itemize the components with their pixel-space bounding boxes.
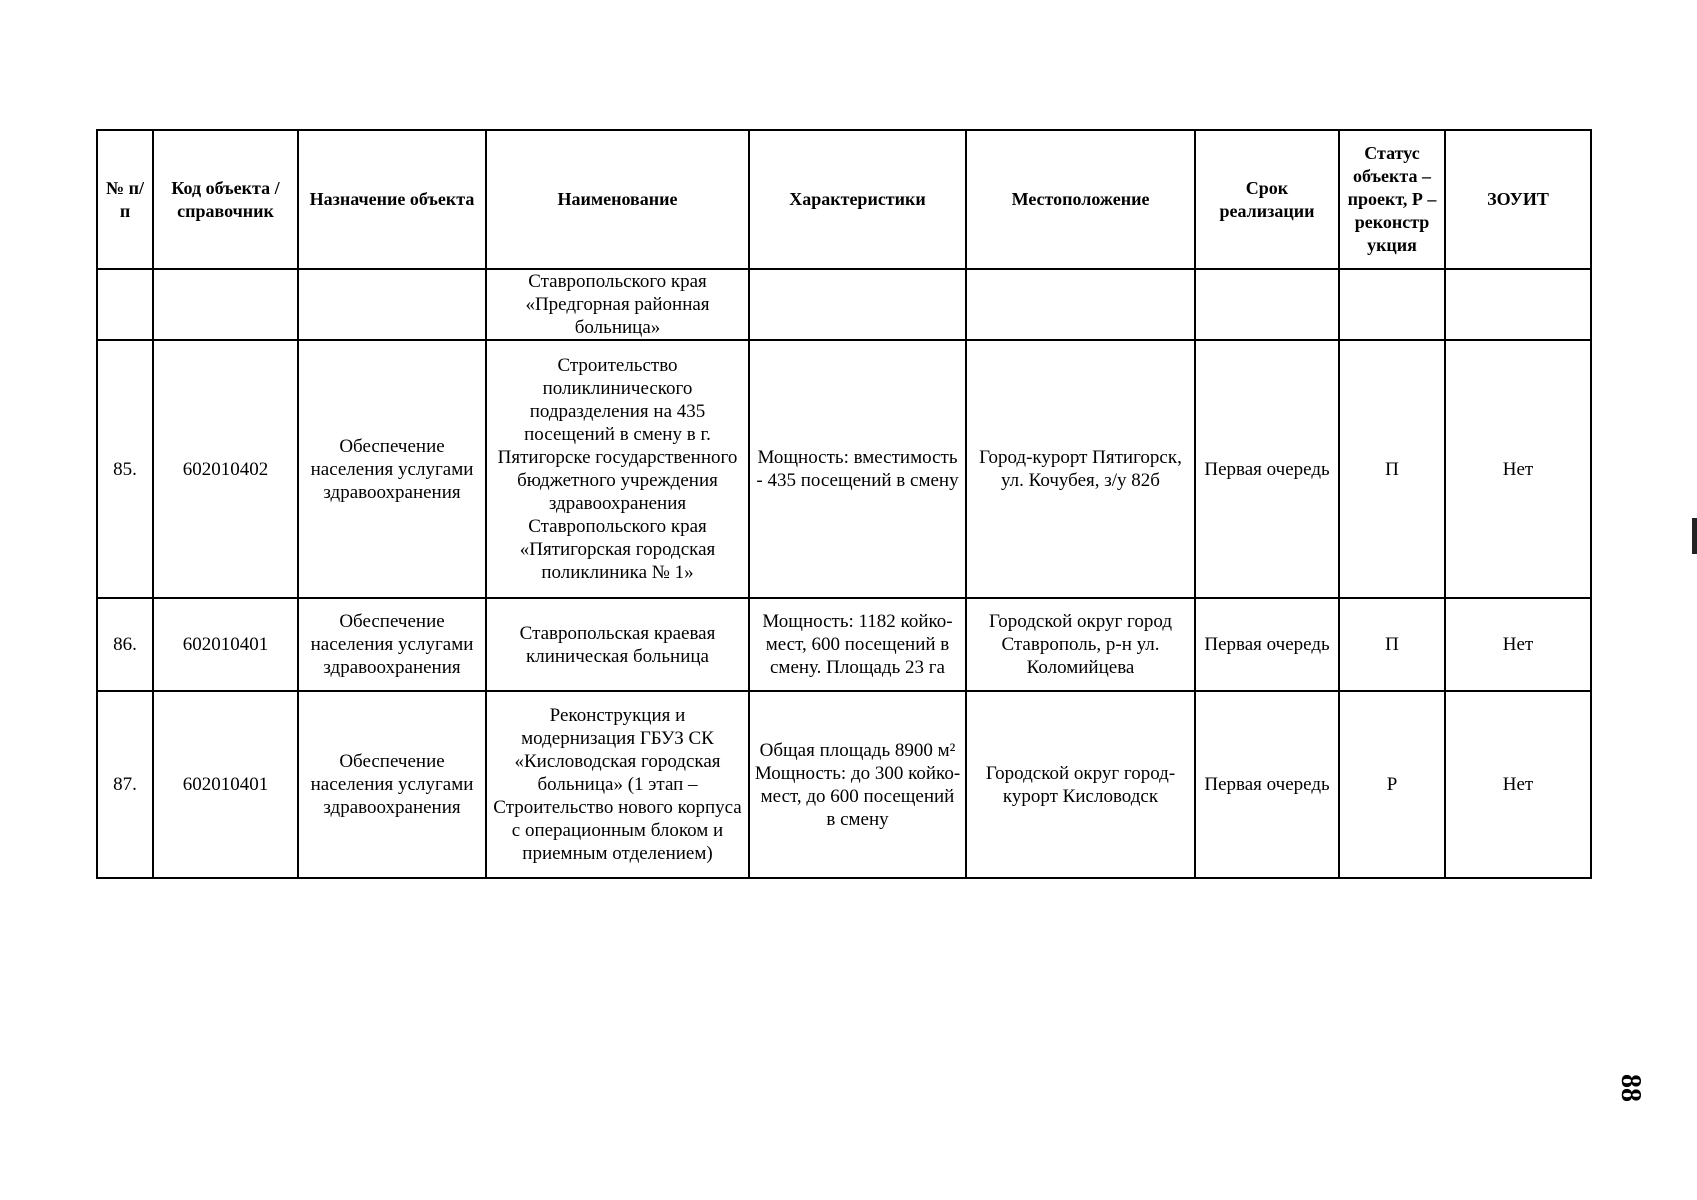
cell-code: 602010401 [153, 691, 298, 878]
table-row [97, 340, 1591, 598]
cell-term: Первая очередь [1195, 598, 1339, 691]
cell-code: 602010402 [153, 340, 298, 598]
header-name: Наименование [486, 130, 749, 269]
cell-zouit: Нет [1445, 340, 1591, 598]
table-row [97, 598, 1591, 691]
cell-status: Р [1339, 691, 1445, 878]
page-number: 88 [1615, 1074, 1646, 1102]
cell-purpose: Обеспечение населения услугами здравоохранения [298, 691, 486, 878]
cell-status: П [1339, 598, 1445, 691]
cell-status: П [1339, 340, 1445, 598]
cell-term: Первая очередь [1195, 340, 1339, 598]
cell-purpose [298, 269, 486, 340]
objects-table [96, 129, 1592, 879]
header-zouit: ЗОУИТ [1445, 130, 1591, 269]
cell-characteristics: Мощность: вместимость - 435 посещений в смену [749, 340, 966, 598]
header-purpose: Назначение объекта [298, 130, 486, 269]
cell-code [153, 269, 298, 340]
table-row [97, 691, 1591, 878]
cell-name: Строительство поликлинического подразделения на 435 посещений в смену в г. Пятигорске государственного бюджетного учреждения здравоохранения Ставропольского края «Пятигорская городская поликлиника № 1» [486, 340, 749, 598]
cell-purpose: Обеспечение населения услугами здравоохранения [298, 598, 486, 691]
cell-name: Реконструкция и модернизация ГБУЗ СК «Кисловодская городская больница» (1 этап – Строительство нового корпуса с операционным блоком и приемным отделением) [486, 691, 749, 878]
cell-term: Первая очередь [1195, 691, 1339, 878]
cell-location: Город-курорт Пятигорск, ул. Кочубея, з/у 82б [966, 340, 1195, 598]
scan-edge-mark [1692, 518, 1697, 554]
header-status: Статус объекта – проект, Р – реконстр укция [1339, 130, 1445, 269]
cell-location: Городской округ город Ставрополь, р-н ул. Коломийцева [966, 598, 1195, 691]
table-row-continuation [97, 269, 1591, 340]
cell-zouit: Нет [1445, 691, 1591, 878]
cell-term [1195, 269, 1339, 340]
cell-purpose: Обеспечение населения услугами здравоохранения [298, 340, 486, 598]
header-location: Местоположение [966, 130, 1195, 269]
header-characteristics: Характеристики [749, 130, 966, 269]
cell-number: 86. [97, 598, 153, 691]
header-term: Срок реализации [1195, 130, 1339, 269]
cell-location [966, 269, 1195, 340]
table-header-row [97, 130, 1591, 269]
cell-status [1339, 269, 1445, 340]
cell-number [97, 269, 153, 340]
cell-zouit: Нет [1445, 598, 1591, 691]
cell-zouit [1445, 269, 1591, 340]
header-number: № п/п [97, 130, 153, 269]
cell-characteristics: Общая площадь 8900 м² Мощность: до 300 койко-мест, до 600 посещений в смену [749, 691, 966, 878]
cell-characteristics: Мощность: 1182 койко-мест, 600 посещений в смену. Площадь 23 га [749, 598, 966, 691]
cell-name: Ставропольская краевая клиническая больница [486, 598, 749, 691]
cell-location: Городской округ город-курорт Кисловодск [966, 691, 1195, 878]
cell-code: 602010401 [153, 598, 298, 691]
cell-number: 85. [97, 340, 153, 598]
cell-characteristics [749, 269, 966, 340]
cell-number: 87. [97, 691, 153, 878]
header-code: Код объекта / справочник [153, 130, 298, 269]
cell-name: Ставропольского края «Предгорная районная больница» [486, 269, 749, 340]
